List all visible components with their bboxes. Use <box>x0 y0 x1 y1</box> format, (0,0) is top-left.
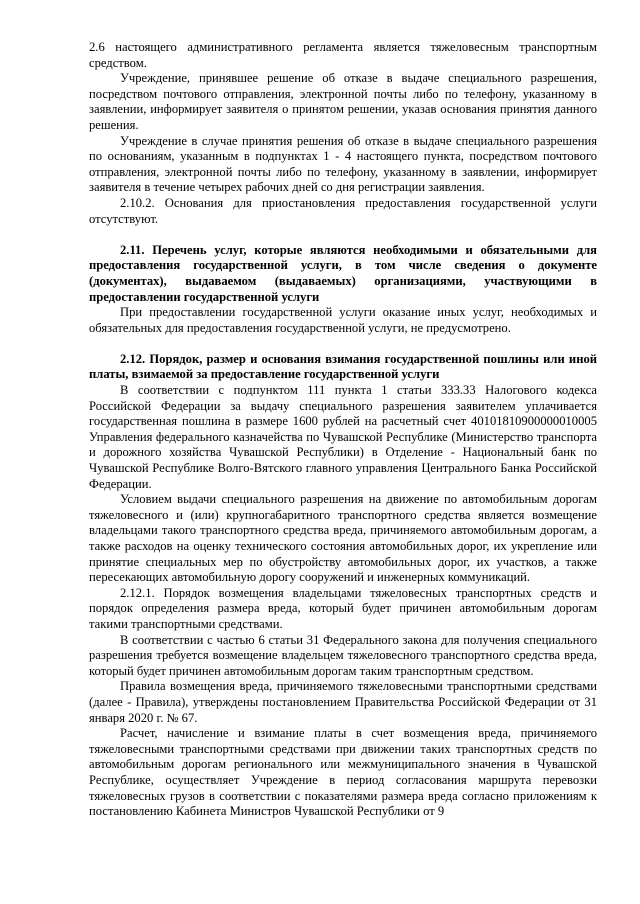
paragraph-refusal-notice: Учреждение, принявшее решение об отказе в выдаче специального разрешения, посредством почтового отправления, электронной почты либо по телефону, указанному в заявлении, информирует заявителя о принятом решении, указав основания принятия данного решения. <box>89 71 597 132</box>
paragraph-calculation: Расчет, начисление и взимание платы в счет возмещения вреда, причиняемого тяжеловесными транспортными средствами при движении таких транспортных средств по автомобильным дорогам регионального или межмуниципального значения в Чувашской Республике, осуществляет Учреждение в период согласования маршрута перевозки тяжеловесных грузов в соответствии с показателями размера вреда согласно приложениям к постановлению Кабинета Министров Чувашской Республики от 9 <box>89 726 597 819</box>
paragraph-federal-law: В соответствии с частью 6 статьи 31 Федерального закона для получения специального разрешения требуется возмещение владельцем тяжеловесного транспортного средства вреда, который будет причинен автомобильным дорогам таким транспортным средством. <box>89 632 597 678</box>
paragraph-rules: Правила возмещения вреда, причиняемого тяжеловесными транспортными средствами (далее - Правила), утверждены постановлением Правительства Российской Федерации от 31 января 2020 г. № 67. <box>89 679 597 725</box>
section-heading-2-12: 2.12. Порядок, размер и основания взимания государственной пошлины или иной платы, взимаемой за предоставление государственной услуги <box>89 351 597 382</box>
paragraph-2-11-body: При предоставлении государственной услуги оказание иных услуг, необходимых и обязательных для предоставления государственной услуги, не предусмотрено. <box>89 305 597 335</box>
section-gap <box>89 336 597 352</box>
paragraph-continuation: 2.6 настоящего административного регламента является тяжеловесным транспортным средством. <box>89 40 597 70</box>
paragraph-state-fee: В соответствии с подпунктом 111 пункта 1 статьи 333.33 Налогового кодекса Российской Федерации за выдачу специального разрешения заявителем уплачивается государственная пошлина в размере 1600 рублей на расчетный счет 40101810900000010005 Управления федерального казначейства по Чувашской Республике (Министерство транспорта и дорожного хозяйства Чувашской Республики) в Отделение - Национальный банк по Чувашской Республике Волго-Вятского главного управления Центрального Банка Российской Федерации. <box>89 383 597 491</box>
paragraph-refusal-timeline: Учреждение в случае принятия решения об отказе в выдаче специального разрешения по основаниям, указанным в подпунктах 1 - 4 настоящего пункта, посредством почтового отправления, электронной почты либо по телефону, указанному в заявлении, информирует заявителя в течение четырех рабочих дней со дня регистрации заявления. <box>89 133 597 195</box>
section-gap <box>89 227 597 243</box>
paragraph-2-12-1: 2.12.1. Порядок возмещения владельцами тяжеловесных транспортных средств и порядок определения размера вреда, который будет причинен автомобильным дорогам такими транспортными средствами. <box>89 585 597 631</box>
paragraph-permit-condition: Условием выдачи специального разрешения на движение по автомобильным дорогам тяжеловесного и (или) крупногабаритного транспортного средства является возмещение владельцами такого транспортного средства вреда, причиняемого автомобильным дорогам, а также расходов на оценку технического состояния автомобильных дорог, их укрепление или принятие специальных мер по обустройству автомобильных дорог, их участков, а также пересекающих автомобильную дорогу сооружений и инженерных коммуникаций. <box>89 492 597 585</box>
section-heading-2-11: 2.11. Перечень услуг, которые являются необходимыми и обязательными для предоставления государственной услуги, в том числе сведения о документе (документах), выдаваемом (выдаваемых) организациями, участвующими в предоставлении государственной услуги <box>89 242 597 304</box>
paragraph-2-10-2: 2.10.2. Основания для приостановления предоставления государственной услуги отсутствуют. <box>89 195 597 226</box>
